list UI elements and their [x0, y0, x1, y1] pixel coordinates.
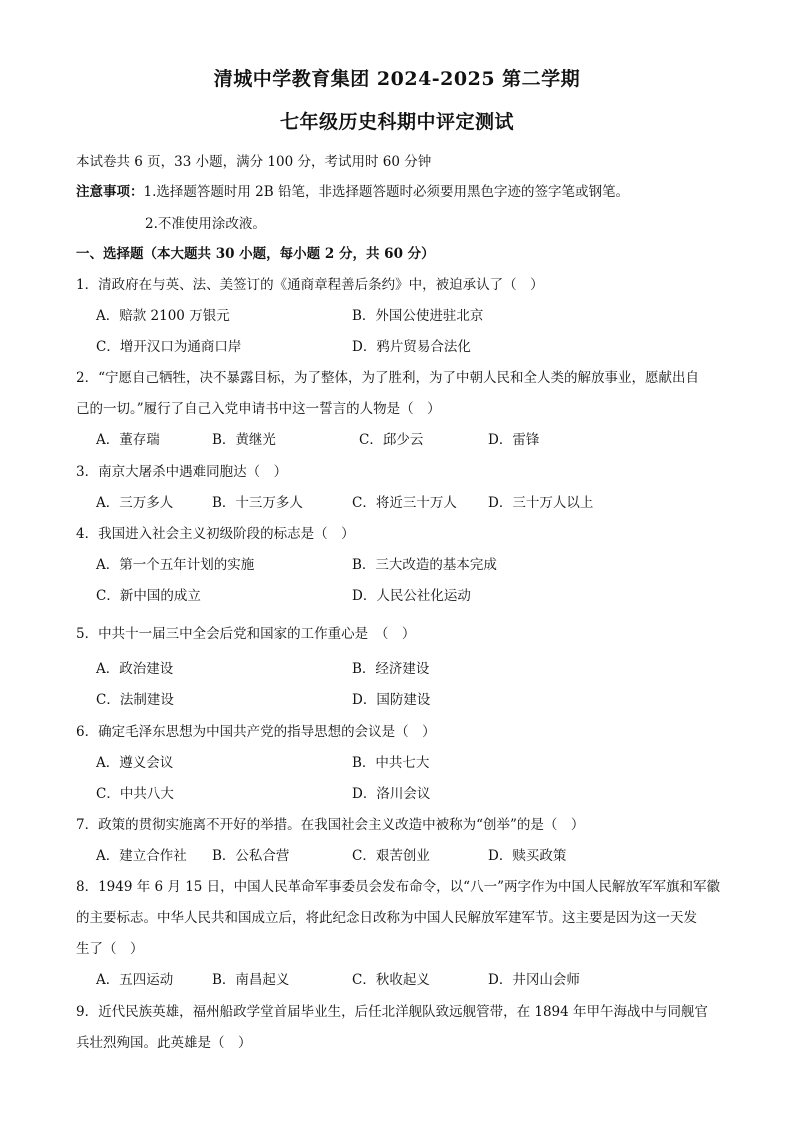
exam-subtitle: 七年级历史科期中评定测试: [279, 111, 514, 133]
question-stem: 3．南京大屠杀中遇难同胞达（ ）: [76, 464, 288, 480]
option-c: C．法制建设: [96, 692, 174, 708]
question-stem: 7．政策的贯彻实施离不开好的举措。在我国社会主义改造中被称为“创举”的是（ ）: [76, 817, 585, 833]
question-stem-continued: 己的一切。”履行了自己入党申请书中这一誓言的人物是（ ）: [76, 401, 441, 417]
exam-intro: 本试卷共 6 页，33 小题，满分 100 分，考试用时 60 分钟: [76, 154, 432, 170]
question-stem-continued: 的主要标志。中华人民共和国成立后，将此纪念日改称为中国人民解放军建军节。这主要是因为这一天发: [76, 910, 697, 926]
question-stem-continued: 兵壮烈殉国。此英雄是（ ）: [76, 1035, 252, 1051]
option-a: A．第一个五年计划的实施: [96, 557, 255, 573]
option-d: D．洛川会议: [352, 786, 431, 802]
question-stem: 1．清政府在与英、法、美签订的《通商章程善后条约》中，被迫承认了（ ）: [76, 277, 544, 293]
option-b: B．公私合营: [212, 848, 290, 864]
option-d: D．赎买政策: [488, 848, 567, 864]
notes-label: 注意事项：: [76, 184, 144, 200]
option-c: C．秋收起义: [352, 972, 430, 988]
option-d: D．人民公社化运动: [352, 588, 471, 604]
option-a: A．董存瑞: [96, 432, 160, 448]
option-b: B．中共七大: [352, 755, 430, 771]
option-a: A．遵义会议: [96, 755, 174, 771]
exam-title: 清城中学教育集团 2024-2025 第二学期: [213, 68, 581, 90]
option-a: A．三万多人: [96, 495, 174, 511]
option-c: C．艰苦创业: [352, 848, 430, 864]
section-heading: 一、选择题（本大题共 30 小题，每小题 2 分，共 60 分）: [76, 246, 435, 262]
option-c: C．中共八大: [96, 786, 174, 802]
option-a: A．政治建设: [96, 661, 174, 677]
question-stem: 5．中共十一届三中全会后党和国家的工作重心是 （ ）: [76, 626, 416, 642]
option-a: A．赔款 2100 万银元: [96, 308, 230, 324]
option-b: B．外国公使进驻北京: [352, 308, 484, 324]
option-b: B．三大改造的基本完成: [352, 557, 497, 573]
option-a: A．五四运动: [96, 972, 174, 988]
option-c: C．将近三十万人: [352, 495, 457, 511]
question-stem: 6．确定毛泽东思想为中国共产党的指导思想的会议是（ ）: [76, 724, 436, 740]
question-stem: 2．“宁愿自己牺牲，决不暴露目标，为了整体，为了胜利，为了中朝人民和全人类的解放事业，愿献出自: [76, 370, 699, 386]
option-a: A．建立合作社: [96, 848, 187, 864]
notes-item-2: 2.不准使用涂改液。: [145, 216, 266, 232]
option-d: D．井冈山会师: [488, 972, 580, 988]
option-c: C．新中国的成立: [96, 588, 201, 604]
question-stem: 9．近代民族英雄，福州船政学堂首届毕业生，后任北洋舰队致远舰管带，在 1894 年甲午海战中与同舰官: [76, 1004, 709, 1020]
option-d: D．三十万人以上: [488, 495, 594, 511]
option-d: D．国防建设: [352, 692, 431, 708]
option-c: C．增开汉口为通商口岸: [96, 339, 242, 355]
question-stem: 8．1949 年 6 月 15 日，中国人民革命军事委员会发布命令，以“八一”两字作为中国人民解放军军旗和军徽: [76, 879, 720, 895]
option-c: C．邱少云: [359, 432, 424, 448]
option-b: B．十三万多人: [212, 495, 303, 511]
option-d: D．雷锋: [488, 432, 540, 448]
option-b: B．经济建设: [352, 661, 430, 677]
question-stem: 4．我国进入社会主义初级阶段的标志是（ ）: [76, 526, 355, 542]
question-stem-continued: 生了（ ）: [76, 941, 144, 957]
notes-item-1: 1.选择题答题时用 2B 铅笔，非选择题答题时必须要用黑色字迹的签字笔或钢笔。: [143, 184, 629, 200]
option-b: B．南昌起义: [212, 972, 290, 988]
notes-line-1: [76, 180, 629, 200]
option-d: D．鸦片贸易合法化: [352, 339, 471, 355]
option-b: B．黄继光: [212, 432, 276, 448]
